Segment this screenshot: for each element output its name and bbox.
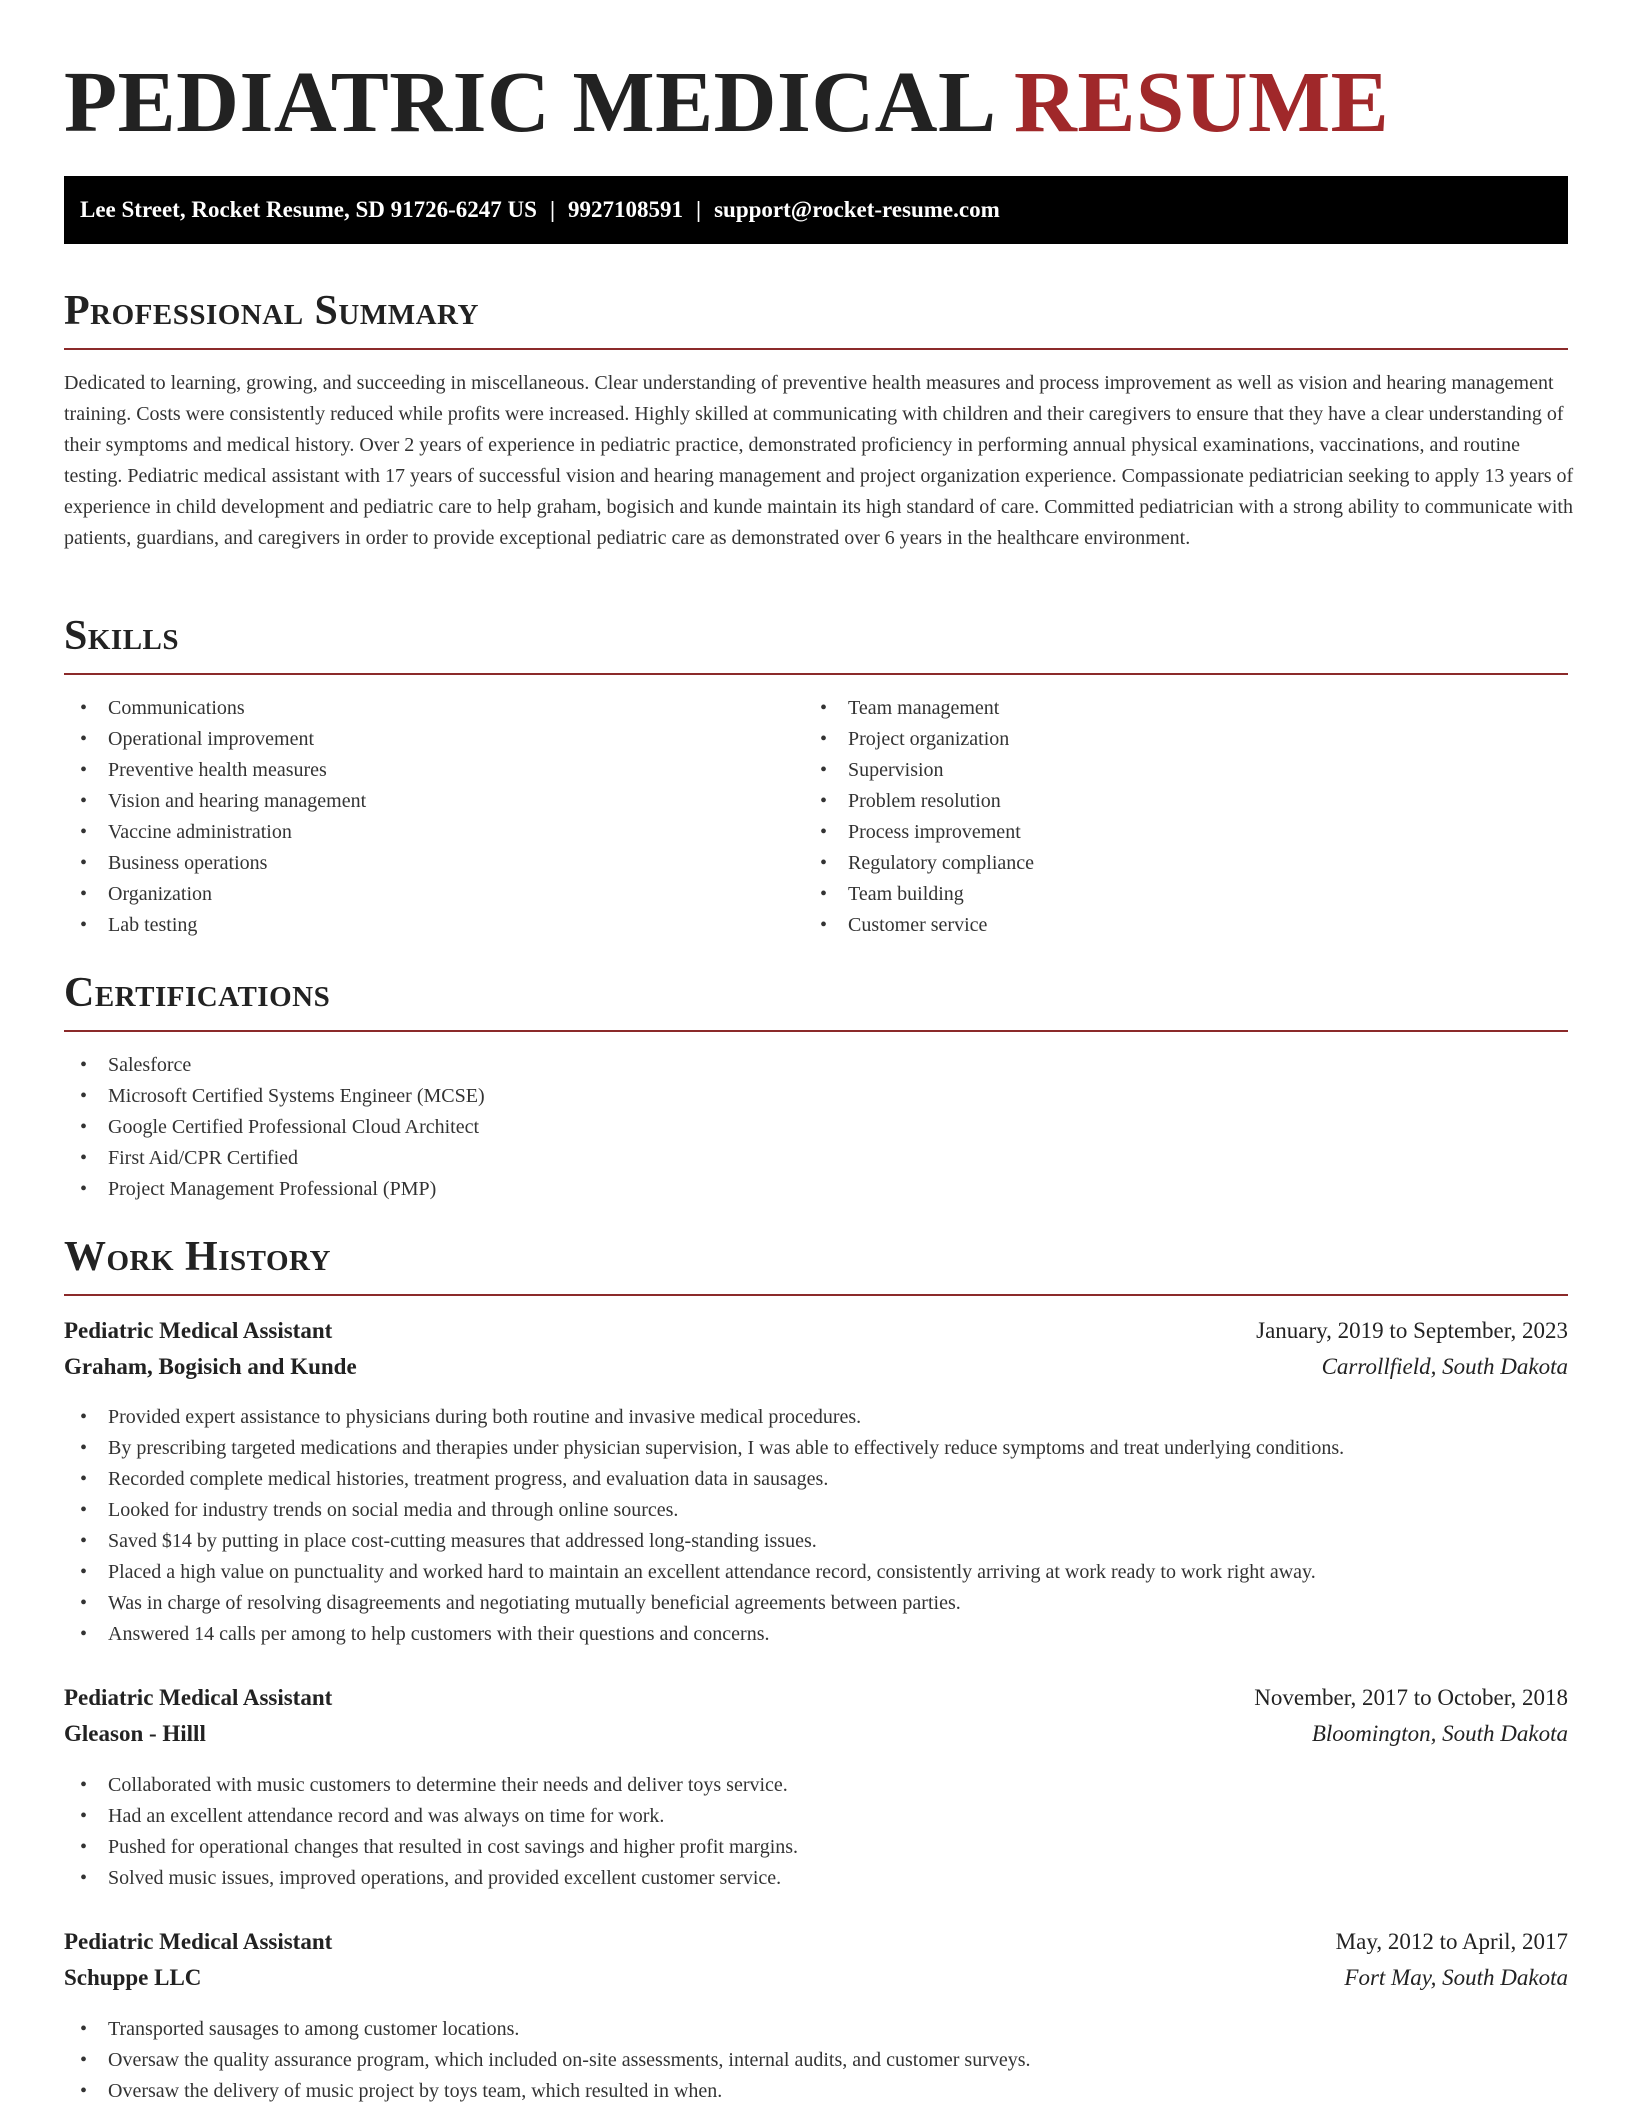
job-dates: November, 2017 to October, 2018: [1254, 1685, 1568, 1710]
section-divider: [64, 348, 1568, 350]
certification-item: • Google Certified Professional Cloud Architect: [64, 1112, 485, 1143]
job-dates: May, 2012 to April, 2017: [1335, 1929, 1568, 1954]
job-location: Bloomington, South Dakota: [1311, 1721, 1568, 1746]
skills-list-right: [804, 693, 1034, 941]
job-bullet: • Collaborated with music customers to determine their needs and deliver toys service.: [64, 1770, 798, 1801]
skill-item: • Organization: [64, 879, 366, 910]
job-title: Pediatric Medical Assistant: [64, 1929, 333, 1954]
skill-item: • Lab testing: [64, 910, 366, 941]
skills-list-left: [64, 693, 366, 941]
section-divider: [64, 673, 1568, 675]
section-divider: [64, 1030, 1568, 1032]
job-bullet: • Had an excellent attendance record and was always on time for work.: [64, 1801, 798, 1832]
contact-bar: [64, 176, 1568, 244]
skill-item: • Customer service: [804, 910, 1034, 941]
certifications-heading: Certifications: [64, 970, 331, 1016]
certification-item: • First Aid/CPR Certified: [64, 1143, 485, 1174]
contact-separator: |: [696, 197, 702, 222]
job-bullet: • Oversaw the delivery of music project by toys team, which resulted in when.: [64, 2076, 1031, 2107]
job-title: Pediatric Medical Assistant: [64, 1685, 333, 1710]
certifications-list: [64, 1050, 485, 1205]
job-bullet: • Answered 14 calls per among to help customers with their questions and concerns.: [64, 1619, 1344, 1650]
job-location: Fort May, South Dakota: [1344, 1965, 1568, 1990]
job-dates: January, 2019 to September, 2023: [1256, 1318, 1568, 1343]
job-bullets: [64, 2014, 1031, 2107]
certification-item: • Microsoft Certified Systems Engineer (MCSE): [64, 1081, 485, 1112]
job-bullet: • Oversaw the quality assurance program, which included on-site assessments, internal audits, and customer surveys.: [64, 2045, 1031, 2076]
job-location: Carrollfield, South Dakota: [1321, 1354, 1568, 1379]
section-divider: [64, 1294, 1568, 1296]
job-title: Pediatric Medical Assistant: [64, 1318, 333, 1343]
job-bullet: • Looked for industry trends on social media and through online sources.: [64, 1495, 1344, 1526]
summary-text: Dedicated to learning, growing, and succeeding in miscellaneous. Clear understanding of preventive health measures and process improvement as well as vision and hearing management training. Costs were consistently reduced while profits were increased. Highly skilled at communicating with children and their caregivers to ensure that they have a clear understanding of their symptoms and medical history. Over 2 years of experience in pediatric practice, demonstrated proficiency in performing annual physical examinations, vaccinations, and routine testing. Pediatric medical assistant with 17 years of successful vision and hearing management and project organization experience. Compassionate pediatrician seeking to apply 13 years of experience in child development and pediatric care to help graham, bogisich and kunde maintain its high standard of care. Committed pediatrician with a strong ability to communicate with patients, guardians, and caregivers in order to provide exceptional pediatric care as demonstrated over 6 years in the healthcare environment.: [64, 372, 1574, 549]
skill-item: • Communications: [64, 693, 366, 724]
certification-item: • Salesforce: [64, 1050, 485, 1081]
resume-title: [64, 50, 1389, 154]
contact-separator: |: [549, 197, 556, 222]
skill-item: • Vision and hearing management: [64, 786, 366, 817]
job-company: Gleason - Hilll: [64, 1721, 206, 1746]
job-bullet: • By prescribing targeted medications and therapies under physician supervision, I was able to effectively reduce symptoms and treat underlying conditions.: [64, 1433, 1344, 1464]
skill-item: • Supervision: [804, 755, 1034, 786]
job-bullet: • Solved music issues, improved operations, and provided excellent customer service.: [64, 1863, 798, 1894]
work-history-heading: Work History: [64, 1234, 331, 1280]
resume-title-main: PEDIATRIC MEDICAL: [64, 53, 992, 150]
skill-item: • Team building: [804, 879, 1034, 910]
resume-title-accent: RESUME: [1014, 53, 1390, 150]
job-company: Schuppe LLC: [64, 1965, 202, 1990]
job-bullets: [64, 1402, 1344, 1650]
job-bullet: • Placed a high value on punctuality and worked hard to maintain an excellent attendance record, consistently arriving at work ready to work right away.: [64, 1557, 1344, 1588]
skill-item: • Vaccine administration: [64, 817, 366, 848]
contact-email[interactable]: support@rocket-resume.com: [714, 197, 1000, 222]
skill-item: • Project organization: [804, 724, 1034, 755]
job-bullet: • Was in charge of resolving disagreements and negotiating mutually beneficial agreements between parties.: [64, 1588, 1344, 1619]
skill-item: • Team management: [804, 693, 1034, 724]
skill-item: • Regulatory compliance: [804, 848, 1034, 879]
skills-heading: Skills: [64, 613, 180, 659]
skill-item: • Business operations: [64, 848, 366, 879]
job-bullet: • Recorded complete medical histories, treatment progress, and evaluation data in sausages.: [64, 1464, 1344, 1495]
contact-phone: 9927108591: [568, 197, 684, 222]
job-bullets: [64, 1770, 798, 1894]
job-bullet: • Saved $14 by putting in place cost-cutting measures that addressed long-standing issues.: [64, 1526, 1344, 1557]
skill-item: • Preventive health measures: [64, 755, 366, 786]
contact-address: Lee Street, Rocket Resume, SD 91726-6247 US: [80, 197, 537, 222]
summary-heading: Professional Summary: [64, 288, 479, 334]
job-bullet: • Provided expert assistance to physicians during both routine and invasive medical procedures.: [64, 1402, 1344, 1433]
skill-item: • Problem resolution: [804, 786, 1034, 817]
skill-item: • Process improvement: [804, 817, 1034, 848]
job-bullet: • Pushed for operational changes that resulted in cost savings and higher profit margins.: [64, 1832, 798, 1863]
certification-item: • Project Management Professional (PMP): [64, 1174, 485, 1205]
job-company: Graham, Bogisich and Kunde: [64, 1354, 357, 1379]
job-bullet: • Transported sausages to among customer locations.: [64, 2014, 1031, 2045]
skill-item: • Operational improvement: [64, 724, 366, 755]
